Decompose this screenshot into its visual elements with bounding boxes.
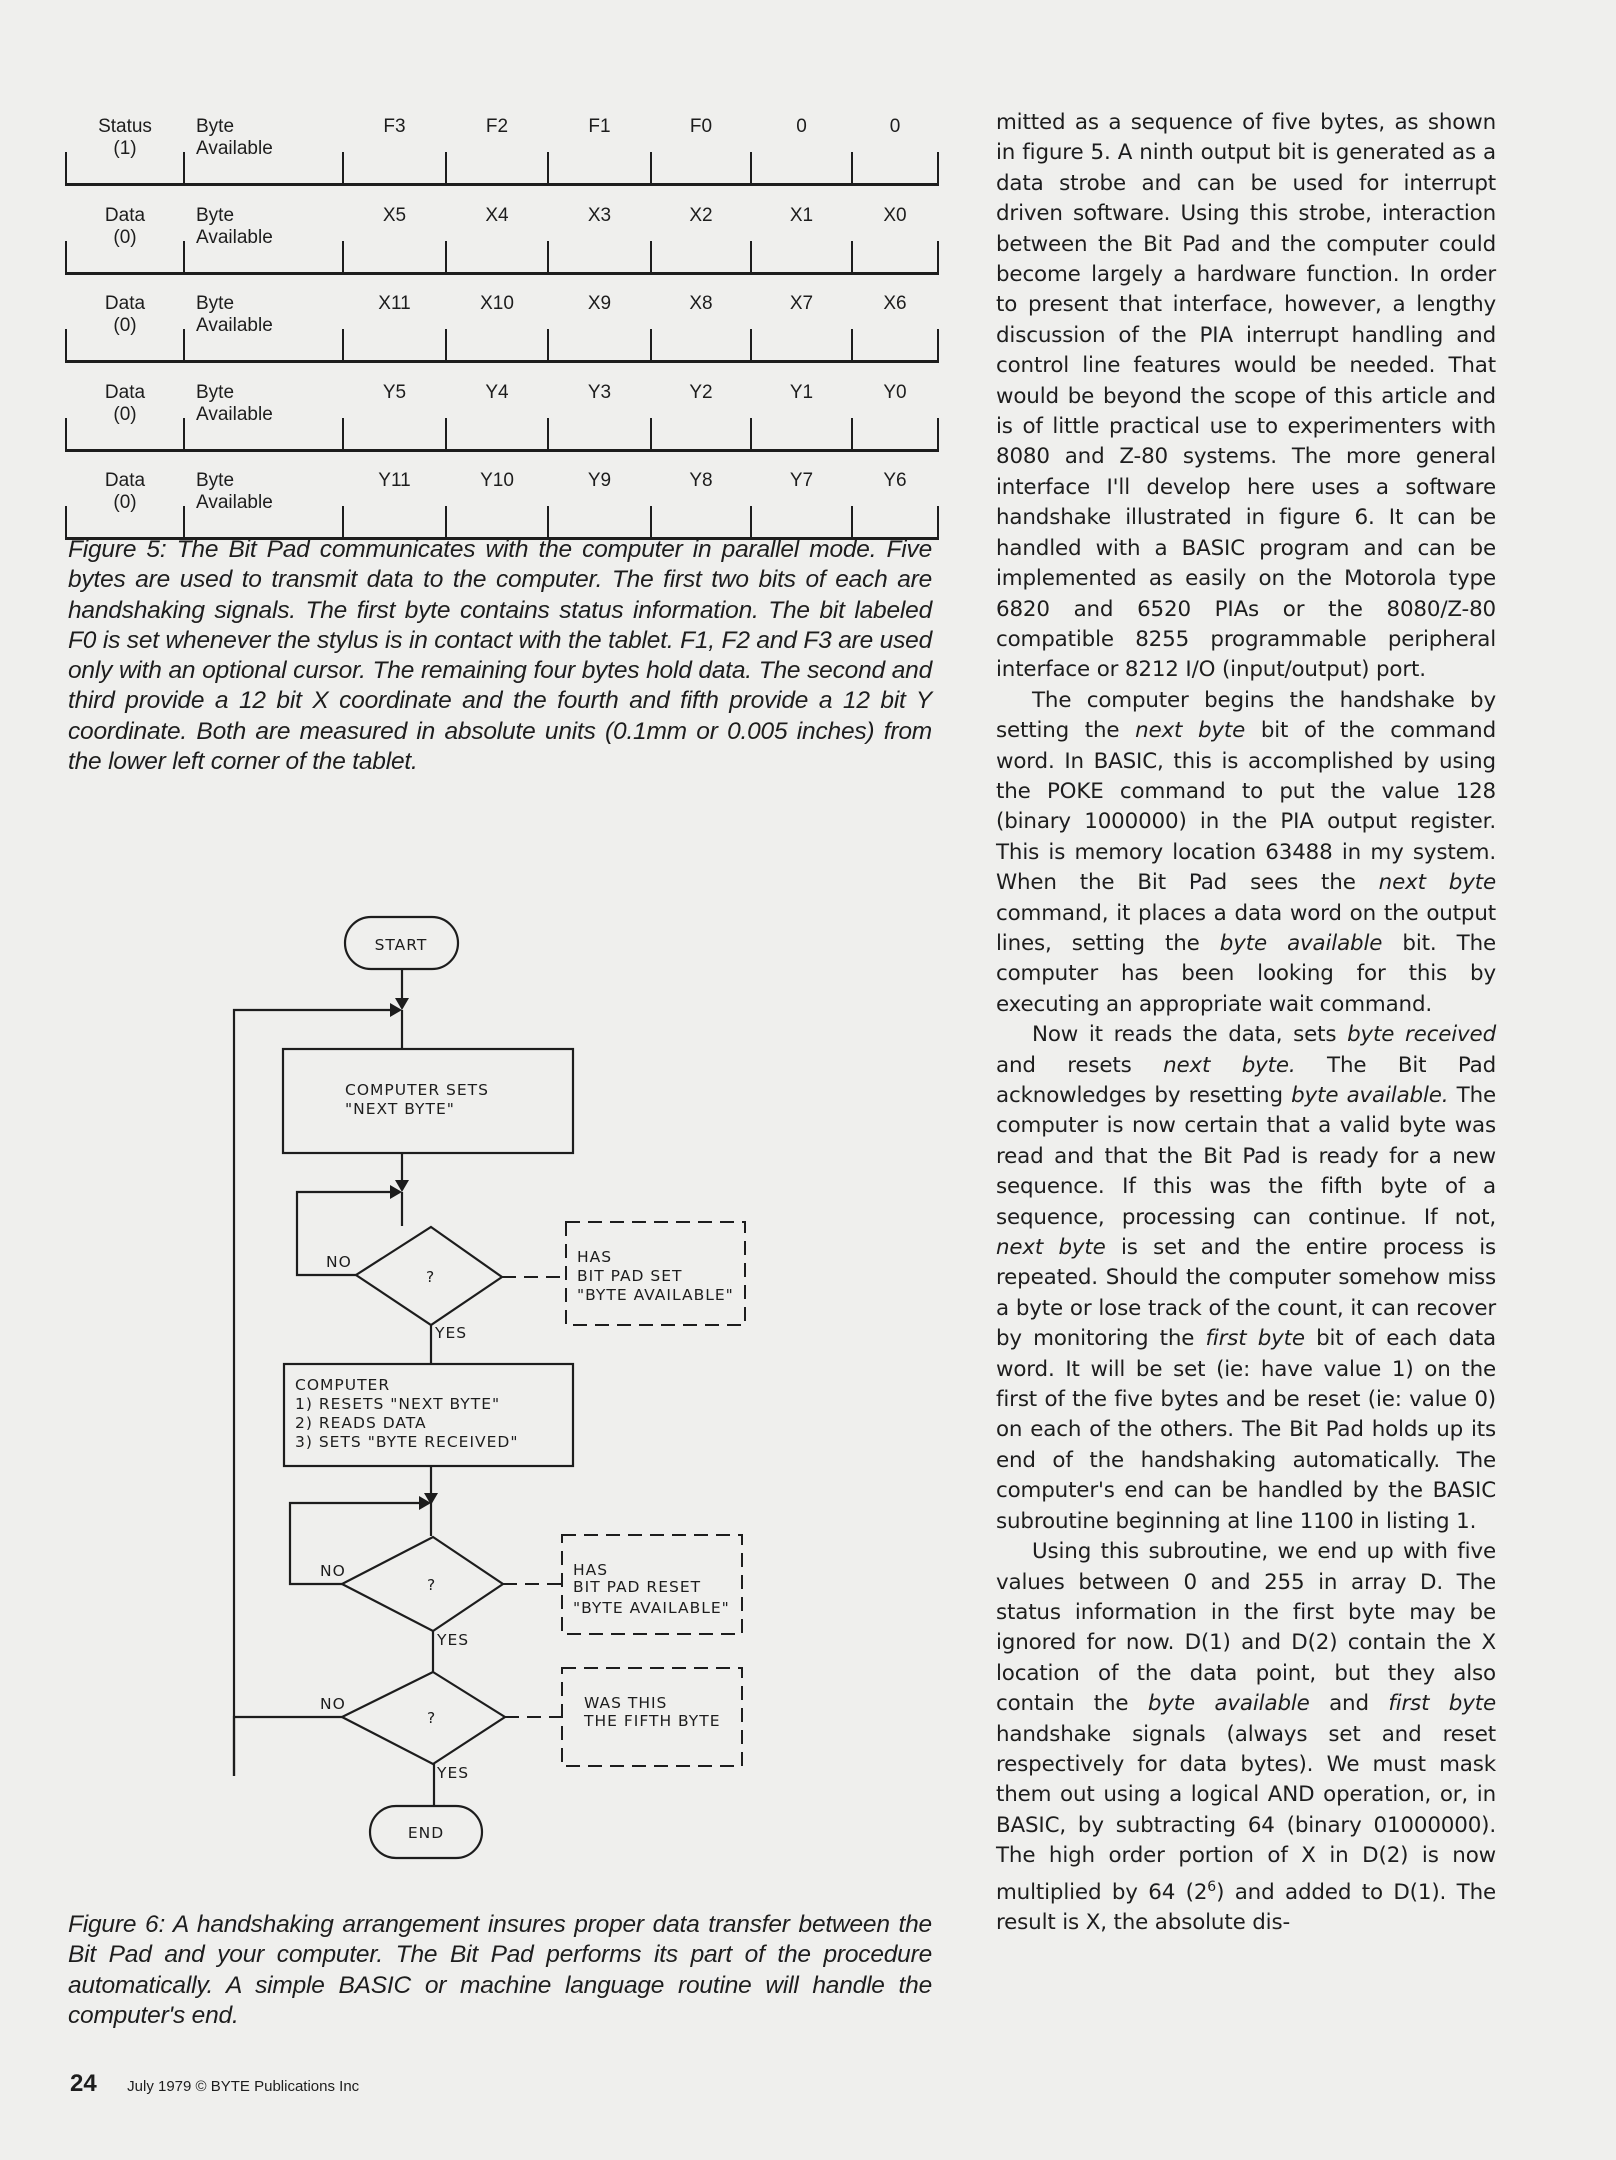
figure-5-caption: Figure 5: The Bit Pad communicates with the computer in parallel mode. Five bytes are used to transmit data to the computer. The first two bits of each are handshaking signals. The first byte contains status information. The bit labeled F0 is set whenever the stylus is in contact with the tablet. F1, F2 and F3 are used only with an optional cursor. The remaining four bytes hold data. The second and third provide a 12 bit X coordinate and the fourth and fifth provide a 12 bit Y coordinate. Both are measured in absolute units (0.1mm or 0.005 inches) from the lower left corner of the tablet. (68, 536, 932, 776)
byte-type-label (66, 470, 184, 514)
emphasis: next byte (1378, 870, 1496, 896)
bit-row-baseline (66, 449, 938, 452)
note2-line3: "BYTE AVAILABLE" (573, 1599, 730, 1617)
bit-divider (750, 241, 752, 275)
available-word: Available (196, 492, 273, 513)
bit-divider (750, 152, 752, 186)
available-word: Available (196, 227, 273, 248)
note-box-2 (562, 1535, 742, 1634)
paragraph-1: mitted as a sequence of five bytes, as shown in figure 5. A ninth output bit is generated as a data strobe and can be used for interrupt driven software. Using this strobe, interaction between the Bit Pad and the computer could become largely a hardware function. In order to present that interface, however, a lengthy discussion of the PIA interrupt handling and control line features would be needed. That would be beyond the scope of this article and is of little practical use to experimenters with 8080 and Z-80 systems. The more general interface I'll develop here uses a software handshake illustrated in figure 6. It can be handled with a BASIC program and can be implemented as easily on the Motorola type 6820 and 6520 PIAs or the 8080/Z-80 compatible 8255 programmable peripheral interface or 8212 I/O (input/output) port. (996, 110, 1496, 683)
page-number: 24 (70, 2070, 97, 2097)
byte-word: Byte (196, 205, 235, 226)
note1-line1: HAS (577, 1248, 613, 1266)
superscript: 6 (1207, 1878, 1217, 1895)
bit-label: Y3 (587, 382, 612, 403)
decision-diamond-3 (342, 1672, 505, 1764)
available-word: Available (196, 138, 273, 159)
note1-line2: BIT PAD SET (577, 1267, 683, 1285)
decision2-symbol: ? (427, 1576, 437, 1594)
bit-divider (547, 152, 549, 186)
bit-label: F2 (485, 116, 509, 137)
bit-label: Y4 (485, 382, 509, 403)
byte-type-label (66, 382, 184, 426)
byte-available-label (196, 205, 336, 249)
byte-word: Byte (196, 470, 235, 491)
step2-line2: 1) RESETS "NEXT BYTE" (295, 1395, 501, 1413)
bit-row-0 (66, 116, 938, 186)
decision1-yes: YES (435, 1324, 468, 1342)
bit-divider (445, 152, 447, 186)
decision1-no: NO (326, 1253, 352, 1271)
first-byte-flag: (0) (113, 315, 137, 336)
available-word: Available (196, 404, 273, 425)
note-box-3 (562, 1668, 742, 1766)
bit-divider (342, 241, 344, 275)
bit-label: F3 (383, 116, 406, 137)
bit-label: Y0 (883, 382, 907, 403)
bit-divider (650, 241, 652, 275)
byte-type-name: Data (104, 205, 146, 226)
bit-divider (937, 418, 939, 452)
bit-label: Y9 (587, 470, 612, 491)
bit-divider (937, 329, 939, 363)
byte-available-label (196, 116, 336, 160)
bit-label: X9 (587, 293, 612, 314)
bit-label: X2 (689, 205, 713, 226)
decision3-yes: YES (437, 1764, 470, 1782)
step1-line2: "NEXT BYTE" (345, 1100, 455, 1118)
bit-divider (342, 418, 344, 452)
bit-divider (750, 329, 752, 363)
bit-label: X11 (378, 293, 411, 314)
bit-divider (445, 241, 447, 275)
bit-label: X7 (789, 293, 814, 314)
emphasis: first byte (1205, 1326, 1305, 1352)
bit-label: Y6 (883, 470, 907, 491)
bit-label: X1 (789, 205, 814, 226)
step2-line1: COMPUTER (295, 1376, 391, 1394)
bit-divider (547, 418, 549, 452)
first-byte-flag: (1) (113, 138, 137, 159)
step1-line1: COMPUTER SETS (345, 1081, 489, 1099)
bit-label: Y8 (689, 470, 713, 491)
step2-line3: 2) READS DATA (295, 1414, 427, 1432)
decision3-no: NO (320, 1695, 346, 1713)
bit-divider (851, 241, 853, 275)
byte-word: Byte (196, 116, 235, 137)
emphasis: next byte (996, 1235, 1106, 1261)
byte-available-label (196, 382, 336, 426)
page-footer (70, 2070, 359, 2098)
bit-label: Y7 (789, 470, 814, 491)
article-body-column (996, 108, 1496, 1939)
bit-divider (547, 329, 549, 363)
decision1-symbol: ? (426, 1268, 436, 1286)
emphasis: byte available (1219, 930, 1383, 956)
decision-diamond-1 (356, 1227, 502, 1325)
note1-line3: "BYTE AVAILABLE" (577, 1286, 734, 1304)
byte-available-label (196, 470, 336, 514)
bit-label: F1 (588, 116, 611, 137)
bit-label: Y11 (378, 470, 411, 491)
bit-divider (937, 241, 939, 275)
bit-label: X3 (587, 205, 612, 226)
note2-line1: HAS (573, 1561, 609, 1579)
emphasis: first byte (1388, 1691, 1496, 1717)
bit-divider (445, 418, 447, 452)
emphasis: byte available. (1291, 1083, 1449, 1108)
bit-divider (445, 329, 447, 363)
decision-diamond-2 (342, 1537, 503, 1631)
bit-divider (851, 329, 853, 363)
bit-label: X6 (883, 293, 907, 314)
bit-divider (750, 418, 752, 452)
byte-type-label (66, 293, 184, 337)
first-byte-flag: (0) (113, 492, 137, 513)
bit-row-baseline (66, 272, 938, 275)
start-label: START (374, 936, 428, 954)
available-word: Available (196, 315, 273, 336)
byte-type-name: Status (98, 116, 152, 137)
emphasis: byte available (1147, 1691, 1310, 1717)
first-byte-flag: (0) (113, 404, 137, 425)
note-box-1 (566, 1222, 745, 1325)
end-label: END (407, 1824, 445, 1842)
bit-divider (342, 329, 344, 363)
bit-label: X5 (382, 205, 407, 226)
byte-type-label (66, 205, 184, 249)
bit-label: X0 (883, 205, 907, 226)
decision2-no: NO (320, 1562, 346, 1580)
bit-divider (851, 152, 853, 186)
byte-type-label (66, 116, 184, 160)
bit-label: Y5 (382, 382, 407, 403)
decision3-symbol: ? (427, 1709, 437, 1727)
byte-word: Byte (196, 293, 235, 314)
publication-credit: July 1979 © BYTE Publications Inc (127, 2078, 360, 2095)
start-terminal (345, 917, 458, 969)
bit-label: Y1 (789, 382, 814, 403)
first-byte-flag: (0) (113, 227, 137, 248)
bit-label: X10 (480, 293, 514, 314)
step2-line4: 3) SETS "BYTE RECEIVED" (295, 1433, 519, 1451)
bit-divider (937, 152, 939, 186)
emphasis: byte received (1347, 1022, 1496, 1048)
byte-type-name: Data (104, 470, 146, 491)
bit-divider (851, 418, 853, 452)
bit-divider (937, 506, 939, 540)
emphasis: next byte (1135, 718, 1246, 744)
byte-word: Byte (196, 382, 235, 403)
bit-label: Y10 (480, 470, 514, 491)
byte-type-name: Data (104, 293, 146, 314)
paragraph-2: The computer begins the handshake by setting the next byte bit of the command word. In BASIC, this is accomplished by using the POKE command to put the value 128 (binary 1000000) in the PIA output register. This is memory location 63488 in my system. When the Bit Pad sees the next byte command, it places a data word on the output lines, setting the byte available bit. The computer has been looking for this by executing an appropriate wait command. (996, 687, 1497, 1017)
byte-type-name: Data (104, 382, 146, 403)
bit-divider (650, 418, 652, 452)
bit-label: F0 (689, 116, 713, 137)
bit-label: X8 (689, 293, 713, 314)
end-terminal (370, 1806, 482, 1858)
bit-row-2 (66, 293, 938, 363)
bit-divider (650, 152, 652, 186)
bit-row-baseline (66, 183, 938, 186)
bit-label: X4 (485, 205, 509, 226)
bit-row-baseline (66, 360, 938, 363)
process-box-set-next-byte (283, 1049, 573, 1153)
decision2-yes: YES (437, 1631, 470, 1649)
note3-line2: THE FIFTH BYTE (584, 1712, 721, 1730)
bit-divider (650, 329, 652, 363)
note2-line2: BIT PAD RESET (573, 1578, 702, 1596)
paragraph-3: Now it reads the data, sets byte received and resets next byte. The Bit Pad acknowledges by resetting byte available. The computer is now certain that a valid byte was read and that the Bit Pad is ready for a new sequence. If this was the fifth byte of a sequence, processing can continue. If not, next byte is set and the entire process is repeated. Should the computer somehow miss a byte or lose track of the count, it can recover by monitoring the first byte bit of each data word. It will be set (ie: have value 1) on the first of the five bytes and be reset (ie: value 0) on each of the others. The Bit Pad holds up its end of the handshaking automatically. The computer's end can be handled by the BASIC subroutine beginning at line 1100 in listing 1. (996, 1022, 1497, 1534)
bit-label: Y2 (689, 382, 713, 403)
bit-divider (342, 152, 344, 186)
byte-available-label (196, 293, 336, 337)
bit-label: 0 (889, 116, 901, 137)
note3-line1: WAS THIS (584, 1694, 668, 1712)
bit-row-1 (66, 205, 938, 275)
emphasis: next byte. (1163, 1052, 1296, 1078)
paragraph-4: Using this subroutine, we end up with five values between 0 and 255 in array D. The status information in the first byte may be ignored for now. D(1) and D(2) contain the X location of the data point, but they also contain the byte available and first byte handshake signals (always set and reset respectively for data bytes). We must mask them out using a logical AND operation, or, in BASIC, by subtracting 64 (binary 01000000). The high order portion of X in D(2) is now multiplied by 64 $(2^6)$ and added to D(1). The result is X, the absolute dis- (996, 1539, 1496, 1936)
figure-6-caption: Figure 6: A handshaking arrangement insures proper data transfer between the Bit Pad and your computer. The Bit Pad performs its part of the procedure automatically. A simple BASIC or machine language routine will handle the computer's end. (68, 1911, 932, 2029)
bit-row-4 (66, 470, 938, 540)
bit-row-3 (66, 382, 938, 452)
process-box-read-data (284, 1364, 573, 1466)
bit-divider (547, 241, 549, 275)
bit-label: 0 (796, 116, 807, 137)
